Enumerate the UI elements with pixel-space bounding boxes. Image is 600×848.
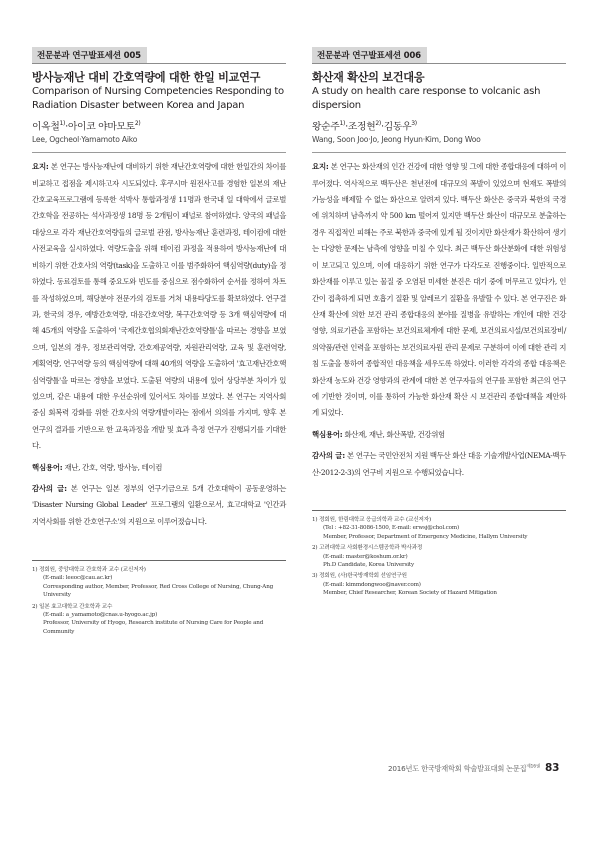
keywords-label: 핵심용어: xyxy=(312,429,343,439)
footnote-email: (E-mail: a_yamamoto@cnas.u-hyogo.ac.jp) xyxy=(43,612,158,619)
authors-english: Wang, Soon Joo·Jo, Jeong Hyun·Kim, Dong Woo xyxy=(312,135,481,145)
keywords xyxy=(312,427,566,443)
article-title-english: A study on health care response to volcanic ash dispersion xyxy=(312,86,541,111)
authors-korean xyxy=(32,117,286,133)
abstract-text: 본 연구는 화산재의 인간 건강에 대한 영향 및 그에 대한 종합대응에 대하여 이루어졌다. 역사적으로 백두산은 천년전에 대규모의 폭발이 있었으며 현재도 폭발의 가능성을 배제할 수 없는 화산으로 알려져 있다. 백두산 화산은 중국과 북한의 국경에 위치하며 남측까지 약 500 km 떨어져 있지만 백두산 화산이 대규모로 분출하는 경우 직접적인 피해는 주로 북한과 중국에 있게 될 것이지만 화산재가 확산하여 생기는 다양한 문제는 남측에 영향을 미칠 수 있다. 최근 백두산 화산분화에 대한 위험성이 보고되고 있으며, 이에 대응하기 위한 연구가 다각도로 진행중이다. 일반적으로 화산재를 이루고 있는 물질 중 오염된 미세한 분진은 대기 중에 머무르고 있다가, 인간이 접촉하게 되면 호흡기 질환 및 알레르기 질환을 유발할 수 있다. 본 연구진은 화산재 확산에 의한 보건 관리 종합대응의 분야를 질병을 유발하는 개인에 대한 건강 영향, 의료기관을 포함하는 보건의료체계에 대한 문제, 보건의료시설/보건의료장비/의약품/관련 인력을 포함하는 보건의료자원 관리 문제로 구분하여 이에 대한 관리 지침 도출을 통하여 종합적인 대응책을 세우도록 하였다. 이러한 각각의 종합 대응책은 화산재 농도와 건강 영향과의 관계에 대한 본 연구자들의 연구를 포함한 최근의 연구에 기반한 것이며, 이를 통하여 가능한 화산재 확산 시 보건관리 종합대책을 제안하게 되었다. xyxy=(312,162,566,418)
page-number: 83 xyxy=(545,762,560,774)
article-title-korean: 화산재 확산의 보건대응 xyxy=(312,71,425,84)
acknowledgement xyxy=(312,448,566,481)
keywords xyxy=(32,460,286,476)
acknowledgement-label: 감사의 글: xyxy=(32,483,67,493)
abstract-label: 요지: xyxy=(32,162,49,172)
footnote-2 xyxy=(312,544,566,569)
author-name: ·아이코 야마모토 xyxy=(65,121,135,133)
section-divider xyxy=(32,63,286,64)
footnote-2 xyxy=(32,603,286,637)
affiliation-mark: 2) xyxy=(375,120,381,127)
abstract-text: 본 연구는 방사능재난에 대비하기 위한 재난간호역량에 대한 한일간의 차이를 비교하고 접점을 제시하고자 시도되었다. 후쿠시마 원전사고를 경험한 일본의 재난간호교육프로그램에 등록한 석박사 통합과정생 11명과 한국내 일 대학에서 글로벌간호학을 전공하는 석사과정생 18명 등 2개팀이 패널로 참여하였다. 양국의 패널을 대상으로 각각 재난간호역량들의 글로벌 관점, 방사능재난 훈련과정, 테이컴에 대한 사전교육을 실시하였다. 역량도출을 위해 테이컴 과정을 적용하여 방사능재난에 대비하기 위한 간호사의 역량(task)을 도출하고 이를 범주화하여 핵심역량(duty)을 정하였다. 동료검토를 통해 중요도와 빈도를 중심으로 점수화하여 순서를 정하여 차트를 작성하였으며, 해당분야 전문가의 검토를 거쳐 내용타당도를 확보하였다. 연구결과, 한국의 경우, 예방간호역량, 대응간호역량, 복구간호역량 등 3개 핵심역량에 대해 45개의 역량을 도출하여 '국제간호협의회재난간호역량틀'을 따르는 경향을 보였으며, 일본의 경우, 정보관리역량, 간호제공역량, 자원관리역량, 교육 및 훈련역량, 계획역량, 연구역량 등의 핵심역량에 대해 40개의 역량을 도출하여 '효고재난간호핵심역량틀'을 따르는 경향을 보였다. 도출된 역량의 내용에 있어 상당부분 차이가 있었으며, 같은 내용에 대한 우선순위에 있어서도 차이를 보였다. 본 연구는 지역사회 중심 회복력 강화를 위한 간호사의 역량개발이라는 점에서 의의를 가지며, 향후 본 연구의 결과를 기반으로 한 교육과정을 개발 및 효과 측정 연구가 진행되기를 기대한다. xyxy=(32,162,286,451)
article-title-english: Comparison of Nursing Competencies Responding to Radiation Disaster between Korea and Japan xyxy=(32,86,284,111)
footnote-1 xyxy=(312,516,566,541)
article-title-korean: 방사능재난 대비 간호역량에 대한 한일 비교연구 xyxy=(32,71,261,84)
keywords-text: 화산재, 재난, 화산폭발, 건강위험 xyxy=(342,429,445,439)
footnote-english: Member, Professor, Department of Emergency Medicine, Hallym University xyxy=(323,533,528,540)
footnote-affiliation: 2) 고려대학교 사회환경시스템공학과 박사과정 xyxy=(312,545,423,552)
author-name: ·조정현 xyxy=(345,121,376,133)
abstract xyxy=(312,159,566,422)
footnote-3 xyxy=(312,572,566,597)
footnote-1 xyxy=(32,566,286,600)
footnote-email: (E-mail: kimmdongwoo@naver.com) xyxy=(323,581,421,588)
footnote-english: Professor, University of Hyogo, Research institute of Nursing Care for People and Community xyxy=(43,620,264,635)
affiliation-mark: 3) xyxy=(411,120,417,127)
section-divider xyxy=(312,63,566,64)
acknowledgement-text: 본 연구는 일본 정부의 연구기금으로 5개 간호대학이 공동운영하는 'Disaster Nursing Global Leader' 프로그램의 일환으로서, 효고대학교 '인간과 지역사회를 위한 간호연구소'의 지원으로 이루어졌습니다. xyxy=(32,483,286,526)
footnote-email: (E-mail: master@koshum.or.kr) xyxy=(323,553,408,560)
footnote-affiliation: 1) 정회원, 중앙대학교 간호학과 교수 (교신저자) xyxy=(32,567,146,573)
footnote-affiliation: 2) 일본 효고대학교 간호학과 교수 xyxy=(32,603,113,610)
affiliation-mark: 1) xyxy=(339,120,346,127)
page-footer xyxy=(388,762,559,774)
acknowledgement-label: 감사의 글: xyxy=(312,451,345,461)
author-name: 이옥철 xyxy=(32,121,60,133)
footnote-affiliation: 1) 정회원, 한림대학교 응급의학과 교수 (교신저자) xyxy=(312,517,432,523)
affiliation-mark: 1) xyxy=(59,120,66,127)
footnote-rule xyxy=(32,560,286,561)
right-footnotes xyxy=(312,510,566,601)
left-footnotes xyxy=(32,560,286,639)
section-divider xyxy=(312,152,566,153)
abstract xyxy=(32,159,286,454)
right-article xyxy=(312,43,566,486)
keywords-text: 재난, 간호, 역량, 방사능, 테이컴 xyxy=(62,462,162,472)
session-tag: 전문분과 연구발표세션 005 xyxy=(32,47,147,63)
footnote-affiliation: 3) 정회원, (사)한국방재학회 선임연구원 xyxy=(312,573,407,580)
authors-korean xyxy=(312,117,566,133)
volume-mark: 제16권 xyxy=(526,764,541,770)
author-name: 왕순주 xyxy=(312,121,340,133)
section-divider xyxy=(32,152,286,153)
acknowledgement-text: 본 연구는 국민안전처 지원 백두산 화산 대응 기술개발사업(NEMA-백두산-2012-2-3)의 연구비 지원으로 수행되었습니다. xyxy=(312,451,566,477)
author-name: ·김동우 xyxy=(380,121,412,133)
acknowledgement xyxy=(32,481,286,530)
footnote-english: Ph.D Candidate, Korea University xyxy=(323,562,415,569)
footnote-contact: (Tel : +82-31-8086-1500, E-mail: erwsj@chol.com) xyxy=(323,525,460,532)
footnote-rule xyxy=(312,510,566,511)
footnote-email: (E-mail: leeoc@cau.ac.kr) xyxy=(43,575,113,582)
session-tag: 전문분과 연구발표세션 006 xyxy=(312,47,427,63)
affiliation-mark: 2) xyxy=(134,120,141,127)
keywords-label: 핵심용어: xyxy=(32,462,63,472)
footnote-english: Corresponding author, Member, Professor, Red Cross College of Nursing, Chung-Ang University xyxy=(43,583,274,599)
abstract-label: 요지: xyxy=(312,162,329,172)
footnote-english: Member, Chief Researcher, Korean Society of Hazard Mitigation xyxy=(323,590,497,597)
authors-english: Lee, Ogcheol·Yamamoto Aiko xyxy=(32,135,138,145)
left-article xyxy=(32,43,286,535)
journal-title: 2016년도 한국방재학회 학술발표대회 논문집 xyxy=(388,764,527,773)
